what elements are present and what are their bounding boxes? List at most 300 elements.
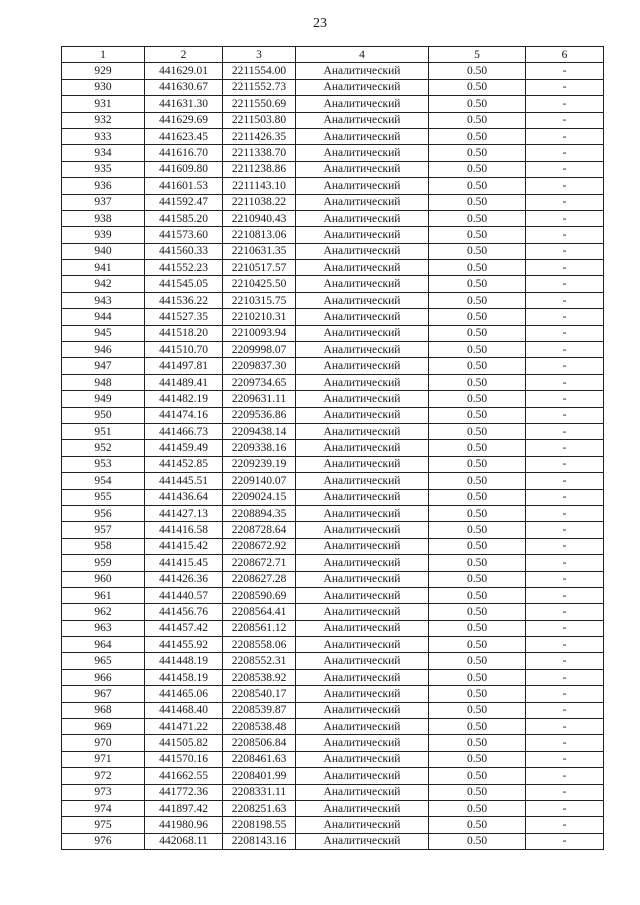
table-cell: 947 — [62, 358, 145, 374]
table-cell: 974 — [62, 800, 145, 816]
table-cell: - — [526, 423, 604, 439]
table-cell: - — [526, 555, 604, 571]
table-cell: - — [526, 702, 604, 718]
table-cell: 960 — [62, 571, 145, 587]
table-cell: Аналитический — [296, 456, 429, 472]
table-cell: 2208538.48 — [223, 719, 296, 735]
table-cell: Аналитический — [296, 620, 429, 636]
table-cell: - — [526, 800, 604, 816]
table-cell: 946 — [62, 342, 145, 358]
table-cell: 2210517.57 — [223, 260, 296, 276]
table-cell: 0.50 — [429, 505, 526, 521]
table-cell: 2208331.11 — [223, 784, 296, 800]
table-cell: 2209024.15 — [223, 489, 296, 505]
table-row — [62, 194, 604, 210]
table-cell: 2208561.12 — [223, 620, 296, 636]
table-cell: - — [526, 407, 604, 423]
table-row — [62, 145, 604, 161]
table-cell: Аналитический — [296, 440, 429, 456]
table-cell: 967 — [62, 686, 145, 702]
table-cell: 441592.47 — [145, 194, 223, 210]
table-cell: 0.50 — [429, 702, 526, 718]
table-cell: 0.50 — [429, 423, 526, 439]
table-cell: 441474.16 — [145, 407, 223, 423]
table-cell: 441415.42 — [145, 538, 223, 554]
column-header: 6 — [526, 47, 604, 63]
table-cell: - — [526, 243, 604, 259]
table-cell: - — [526, 112, 604, 128]
table-cell: Аналитический — [296, 489, 429, 505]
table-cell: 939 — [62, 227, 145, 243]
table-cell: Аналитический — [296, 178, 429, 194]
table-cell: 441662.55 — [145, 768, 223, 784]
table-cell: - — [526, 768, 604, 784]
table-cell: - — [526, 817, 604, 833]
table-cell: 0.50 — [429, 440, 526, 456]
table-cell: 972 — [62, 768, 145, 784]
table-cell: 964 — [62, 637, 145, 653]
table-row — [62, 489, 604, 505]
table-cell: 441427.13 — [145, 505, 223, 521]
table-row — [62, 735, 604, 751]
table-cell: 953 — [62, 456, 145, 472]
table-cell: 0.50 — [429, 620, 526, 636]
table-cell: 2210425.50 — [223, 276, 296, 292]
table-row — [62, 538, 604, 554]
table-cell: 441623.45 — [145, 128, 223, 144]
table-row — [62, 342, 604, 358]
table-cell: 951 — [62, 423, 145, 439]
table-cell: 968 — [62, 702, 145, 718]
table-cell: 2208590.69 — [223, 587, 296, 603]
table-cell: Аналитический — [296, 292, 429, 308]
table-cell: 441527.35 — [145, 309, 223, 325]
table-cell: 949 — [62, 391, 145, 407]
table-row — [62, 440, 604, 456]
table-cell: 0.50 — [429, 227, 526, 243]
table-cell: - — [526, 653, 604, 669]
table-cell: Аналитический — [296, 702, 429, 718]
table-cell: Аналитический — [296, 309, 429, 325]
table-cell: 0.50 — [429, 817, 526, 833]
table-cell: 948 — [62, 374, 145, 390]
table-cell: - — [526, 473, 604, 489]
table-cell: Аналитический — [296, 604, 429, 620]
table-row — [62, 505, 604, 521]
table-row — [62, 161, 604, 177]
table-cell: 0.50 — [429, 292, 526, 308]
table-cell: 975 — [62, 817, 145, 833]
table-cell: 0.50 — [429, 587, 526, 603]
table-cell: - — [526, 391, 604, 407]
table-row — [62, 210, 604, 226]
table-row — [62, 391, 604, 407]
table-cell: Аналитический — [296, 407, 429, 423]
table-cell: Аналитический — [296, 342, 429, 358]
table-cell: 441455.92 — [145, 637, 223, 653]
table-cell: 0.50 — [429, 604, 526, 620]
table-cell: Аналитический — [296, 276, 429, 292]
table-cell: 0.50 — [429, 63, 526, 79]
table-cell: 2209536.86 — [223, 407, 296, 423]
table-cell: 956 — [62, 505, 145, 521]
table-cell: 950 — [62, 407, 145, 423]
column-header: 4 — [296, 47, 429, 63]
table-row — [62, 702, 604, 718]
table-cell: Аналитический — [296, 637, 429, 653]
table-row — [62, 128, 604, 144]
table-cell: 0.50 — [429, 210, 526, 226]
table-cell: 2208539.87 — [223, 702, 296, 718]
table-cell: 966 — [62, 669, 145, 685]
table-cell: 0.50 — [429, 571, 526, 587]
table-cell: - — [526, 194, 604, 210]
table-row — [62, 571, 604, 587]
table-row — [62, 178, 604, 194]
table-cell: - — [526, 719, 604, 735]
table-cell: Аналитический — [296, 800, 429, 816]
table-cell: 2209998.07 — [223, 342, 296, 358]
table-cell: 2211503.80 — [223, 112, 296, 128]
table-cell: 441459.49 — [145, 440, 223, 456]
table-cell: - — [526, 686, 604, 702]
table-cell: Аналитический — [296, 325, 429, 341]
table-cell: - — [526, 63, 604, 79]
page-number: 23 — [313, 16, 327, 31]
table-cell: 441536.22 — [145, 292, 223, 308]
table-row — [62, 456, 604, 472]
table-cell: 0.50 — [429, 637, 526, 653]
table-cell: 2211550.69 — [223, 96, 296, 112]
table-cell: 945 — [62, 325, 145, 341]
column-header: 2 — [145, 47, 223, 63]
table-cell: 0.50 — [429, 161, 526, 177]
table-cell: 2211426.35 — [223, 128, 296, 144]
table-row — [62, 833, 604, 849]
table-cell: Аналитический — [296, 358, 429, 374]
table-cell: - — [526, 735, 604, 751]
table-cell: 441545.05 — [145, 276, 223, 292]
table-cell: 2209734.65 — [223, 374, 296, 390]
table-cell: 441629.69 — [145, 112, 223, 128]
table-cell: 2209140.07 — [223, 473, 296, 489]
table-cell: Аналитический — [296, 260, 429, 276]
table-cell: Аналитический — [296, 79, 429, 95]
table-cell: 933 — [62, 128, 145, 144]
table-cell: 935 — [62, 161, 145, 177]
table-cell: 2210631.35 — [223, 243, 296, 259]
table-row — [62, 768, 604, 784]
table-cell: 0.50 — [429, 374, 526, 390]
table-cell: Аналитический — [296, 817, 429, 833]
table-cell: 2211038.22 — [223, 194, 296, 210]
table-cell: 936 — [62, 178, 145, 194]
table-body — [62, 63, 604, 850]
table-cell: 2211143.10 — [223, 178, 296, 194]
table-cell: 2210210.31 — [223, 309, 296, 325]
table-cell: 938 — [62, 210, 145, 226]
table-cell: - — [526, 440, 604, 456]
table-row — [62, 751, 604, 767]
column-header: 3 — [223, 47, 296, 63]
table-row — [62, 604, 604, 620]
table-cell: 929 — [62, 63, 145, 79]
table-cell: Аналитический — [296, 112, 429, 128]
table-cell: 2211554.00 — [223, 63, 296, 79]
table-row — [62, 227, 604, 243]
table-cell: - — [526, 571, 604, 587]
table-cell: - — [526, 637, 604, 653]
table-cell: - — [526, 309, 604, 325]
table-cell: - — [526, 833, 604, 849]
table-cell: 2209338.16 — [223, 440, 296, 456]
table-cell: - — [526, 620, 604, 636]
table-cell: 952 — [62, 440, 145, 456]
table-cell: 441415.45 — [145, 555, 223, 571]
table-cell: 2208672.71 — [223, 555, 296, 571]
table-cell: - — [526, 227, 604, 243]
table-cell: Аналитический — [296, 751, 429, 767]
table-cell: 441440.57 — [145, 587, 223, 603]
table-cell: 969 — [62, 719, 145, 735]
table-cell: 441456.76 — [145, 604, 223, 620]
table-cell: Аналитический — [296, 833, 429, 849]
table-cell: 954 — [62, 473, 145, 489]
table-row — [62, 587, 604, 603]
table-row — [62, 325, 604, 341]
table-cell: 963 — [62, 620, 145, 636]
table-cell: Аналитический — [296, 571, 429, 587]
table-cell: Аналитический — [296, 374, 429, 390]
table-cell: 441631.30 — [145, 96, 223, 112]
table-cell: 2208506.84 — [223, 735, 296, 751]
table-cell: Аналитический — [296, 391, 429, 407]
table-cell: Аналитический — [296, 669, 429, 685]
table-cell: 973 — [62, 784, 145, 800]
table-cell: 932 — [62, 112, 145, 128]
table-cell: 2208251.63 — [223, 800, 296, 816]
table-cell: 441897.42 — [145, 800, 223, 816]
table-cell: 931 — [62, 96, 145, 112]
table-cell: 441772.36 — [145, 784, 223, 800]
table-cell: 0.50 — [429, 653, 526, 669]
table-row — [62, 79, 604, 95]
table-cell: 2211238.86 — [223, 161, 296, 177]
table-cell: - — [526, 342, 604, 358]
table-row — [62, 374, 604, 390]
table-cell: 959 — [62, 555, 145, 571]
table-cell: 0.50 — [429, 800, 526, 816]
table-cell: Аналитический — [296, 243, 429, 259]
table-cell: 2209239.19 — [223, 456, 296, 472]
table-cell: 2208461.63 — [223, 751, 296, 767]
table-row — [62, 276, 604, 292]
table-row — [62, 112, 604, 128]
table-cell: 2209837.30 — [223, 358, 296, 374]
table-row — [62, 669, 604, 685]
table-cell: 0.50 — [429, 309, 526, 325]
table-cell: 2210315.75 — [223, 292, 296, 308]
table-cell: 0.50 — [429, 325, 526, 341]
table-cell: 943 — [62, 292, 145, 308]
table-cell: - — [526, 178, 604, 194]
table-cell: 441445.51 — [145, 473, 223, 489]
table-cell: 2208894.35 — [223, 505, 296, 521]
table-cell: 0.50 — [429, 178, 526, 194]
table-cell: 2208728.64 — [223, 522, 296, 538]
table-cell: 940 — [62, 243, 145, 259]
table-cell: - — [526, 128, 604, 144]
table-cell: 441980.96 — [145, 817, 223, 833]
table-cell: Аналитический — [296, 210, 429, 226]
table-cell: 930 — [62, 79, 145, 95]
column-header: 1 — [62, 47, 145, 63]
table-cell: 441458.19 — [145, 669, 223, 685]
table-cell: Аналитический — [296, 128, 429, 144]
table-cell: 0.50 — [429, 751, 526, 767]
table-cell: 441570.16 — [145, 751, 223, 767]
table-cell: 2208564.41 — [223, 604, 296, 620]
table-cell: 0.50 — [429, 391, 526, 407]
table-cell: 441505.82 — [145, 735, 223, 751]
table-row — [62, 555, 604, 571]
table-cell: 971 — [62, 751, 145, 767]
table-row — [62, 522, 604, 538]
table-cell: Аналитический — [296, 538, 429, 554]
table-cell: 0.50 — [429, 194, 526, 210]
table-cell: 962 — [62, 604, 145, 620]
table-cell: - — [526, 96, 604, 112]
table-row — [62, 620, 604, 636]
table-row — [62, 473, 604, 489]
table-cell: 2208672.92 — [223, 538, 296, 554]
table-cell: 2210940.43 — [223, 210, 296, 226]
table-cell: 0.50 — [429, 96, 526, 112]
table-cell: 934 — [62, 145, 145, 161]
table-cell: Аналитический — [296, 63, 429, 79]
table-cell: 441468.40 — [145, 702, 223, 718]
table-cell: Аналитический — [296, 194, 429, 210]
table-row — [62, 686, 604, 702]
table-cell: 957 — [62, 522, 145, 538]
table-row — [62, 243, 604, 259]
table-cell: - — [526, 260, 604, 276]
table-cell: 944 — [62, 309, 145, 325]
table-cell: 942 — [62, 276, 145, 292]
table-cell: 0.50 — [429, 456, 526, 472]
table-cell: 958 — [62, 538, 145, 554]
table-cell: 442068.11 — [145, 833, 223, 849]
table-cell: 2208552.31 — [223, 653, 296, 669]
table-row — [62, 423, 604, 439]
table-cell: 2209438.14 — [223, 423, 296, 439]
table-cell: 0.50 — [429, 112, 526, 128]
table-header-row — [62, 47, 604, 63]
table-cell: 2210093.94 — [223, 325, 296, 341]
table-cell: 441497.81 — [145, 358, 223, 374]
table-cell: - — [526, 456, 604, 472]
table-row — [62, 800, 604, 816]
table-cell: - — [526, 325, 604, 341]
table-cell: 0.50 — [429, 735, 526, 751]
table-cell: 0.50 — [429, 128, 526, 144]
table-cell: 441489.41 — [145, 374, 223, 390]
table-cell: 441560.33 — [145, 243, 223, 259]
table-cell: 970 — [62, 735, 145, 751]
table-row — [62, 292, 604, 308]
table-cell: 441616.70 — [145, 145, 223, 161]
table-cell: 441448.19 — [145, 653, 223, 669]
table-cell: 0.50 — [429, 145, 526, 161]
table-cell: 441518.20 — [145, 325, 223, 341]
table-cell: Аналитический — [296, 96, 429, 112]
table-row — [62, 817, 604, 833]
table-cell: - — [526, 276, 604, 292]
table-cell: 0.50 — [429, 79, 526, 95]
table-cell: Аналитический — [296, 473, 429, 489]
table-cell: 0.50 — [429, 686, 526, 702]
table-cell: 0.50 — [429, 342, 526, 358]
table-cell: 441630.67 — [145, 79, 223, 95]
table-cell: Аналитический — [296, 719, 429, 735]
table-cell: Аналитический — [296, 423, 429, 439]
table-cell: Аналитический — [296, 555, 429, 571]
table-cell: 0.50 — [429, 669, 526, 685]
table-cell: 965 — [62, 653, 145, 669]
table-cell: Аналитический — [296, 505, 429, 521]
table-cell: - — [526, 161, 604, 177]
table-row — [62, 784, 604, 800]
table-cell: Аналитический — [296, 653, 429, 669]
table-cell: 0.50 — [429, 522, 526, 538]
table-cell: 0.50 — [429, 407, 526, 423]
table-cell: 0.50 — [429, 489, 526, 505]
table-cell: 976 — [62, 833, 145, 849]
table-cell: 441416.58 — [145, 522, 223, 538]
table-cell: 0.50 — [429, 538, 526, 554]
table-cell: - — [526, 145, 604, 161]
table-cell: - — [526, 489, 604, 505]
table-row — [62, 96, 604, 112]
table-cell: 961 — [62, 587, 145, 603]
table-row — [62, 653, 604, 669]
table-cell: 2209631.11 — [223, 391, 296, 407]
table-cell: - — [526, 374, 604, 390]
table-cell: 441629.01 — [145, 63, 223, 79]
table-cell: 441601.53 — [145, 178, 223, 194]
table-cell: 0.50 — [429, 768, 526, 784]
table-cell: 441465.06 — [145, 686, 223, 702]
table-cell: - — [526, 505, 604, 521]
table-cell: - — [526, 784, 604, 800]
table-cell: 0.50 — [429, 358, 526, 374]
table-row — [62, 358, 604, 374]
table-cell: 2210813.06 — [223, 227, 296, 243]
table-cell: 441609.80 — [145, 161, 223, 177]
table-cell: 441457.42 — [145, 620, 223, 636]
table-cell: Аналитический — [296, 161, 429, 177]
table-cell: 441552.23 — [145, 260, 223, 276]
table-row — [62, 309, 604, 325]
table-cell: 441436.64 — [145, 489, 223, 505]
table-cell: 2208143.16 — [223, 833, 296, 849]
table-cell: - — [526, 587, 604, 603]
table-cell: Аналитический — [296, 522, 429, 538]
table-cell: - — [526, 210, 604, 226]
table-cell: 441471.22 — [145, 719, 223, 735]
coordinates-table — [61, 46, 604, 850]
table-cell: 2208198.55 — [223, 817, 296, 833]
